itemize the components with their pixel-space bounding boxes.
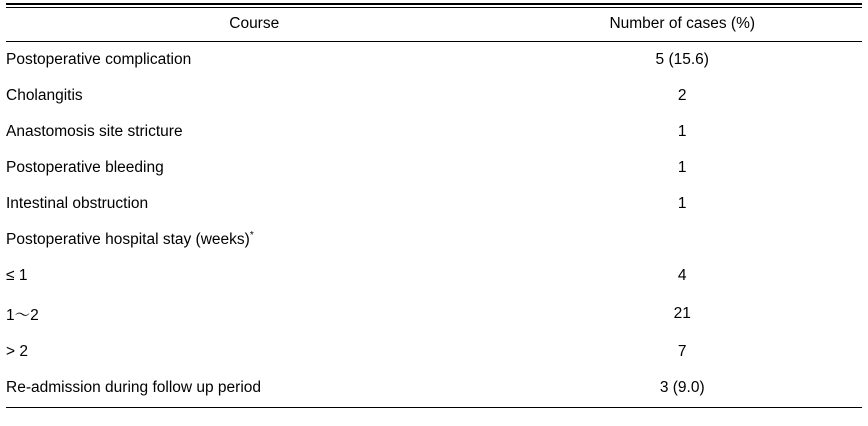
postoperative-course-table bbox=[6, 8, 862, 41]
row-value: 4 bbox=[677, 267, 687, 284]
table-header bbox=[6, 8, 862, 41]
footnote-marker: * bbox=[249, 229, 254, 241]
table-row bbox=[6, 150, 862, 186]
row-value: 1 bbox=[677, 123, 687, 140]
table-row bbox=[6, 294, 862, 334]
table-top-rule bbox=[6, 3, 862, 5]
table-row bbox=[6, 42, 862, 78]
postoperative-course-table-body bbox=[6, 42, 862, 406]
row-label: Cholangitis bbox=[6, 87, 83, 104]
table-row bbox=[6, 114, 862, 150]
row-value: 1 bbox=[677, 195, 687, 212]
table-row bbox=[6, 222, 862, 258]
column-header-course: Course bbox=[229, 15, 280, 32]
row-label: > 2 bbox=[6, 343, 28, 360]
table-body bbox=[6, 42, 862, 406]
column-header-cases: Number of cases (%) bbox=[609, 15, 756, 32]
row-value: 7 bbox=[677, 343, 687, 360]
row-value: 1 bbox=[677, 159, 687, 176]
row-value: 2 bbox=[677, 87, 687, 104]
row-value: 21 bbox=[673, 305, 691, 322]
table-row bbox=[6, 186, 862, 222]
row-label: ≤ 1 bbox=[6, 267, 28, 284]
row-label: 1～2 bbox=[6, 307, 39, 324]
table-row bbox=[6, 370, 862, 406]
row-label: Re-admission during follow up period bbox=[6, 379, 262, 396]
row-label: Postoperative complication bbox=[6, 51, 192, 68]
row-value: 3 (9.0) bbox=[659, 379, 705, 396]
row-label: Intestinal obstruction bbox=[6, 195, 149, 212]
row-label-with-footnote bbox=[6, 222, 502, 258]
results-table-container bbox=[0, 3, 868, 408]
table-row bbox=[6, 78, 862, 114]
row-label: Postoperative bleeding bbox=[6, 159, 164, 176]
row-label-text: Postoperative hospital stay (weeks) bbox=[6, 231, 250, 248]
row-label: Anastomosis site stricture bbox=[6, 123, 183, 140]
table-row bbox=[6, 258, 862, 294]
row-value bbox=[502, 222, 862, 258]
row-value: 5 (15.6) bbox=[655, 51, 709, 68]
table-row bbox=[6, 334, 862, 370]
table-bottom-rule bbox=[6, 407, 862, 408]
table-header-row bbox=[6, 8, 862, 41]
